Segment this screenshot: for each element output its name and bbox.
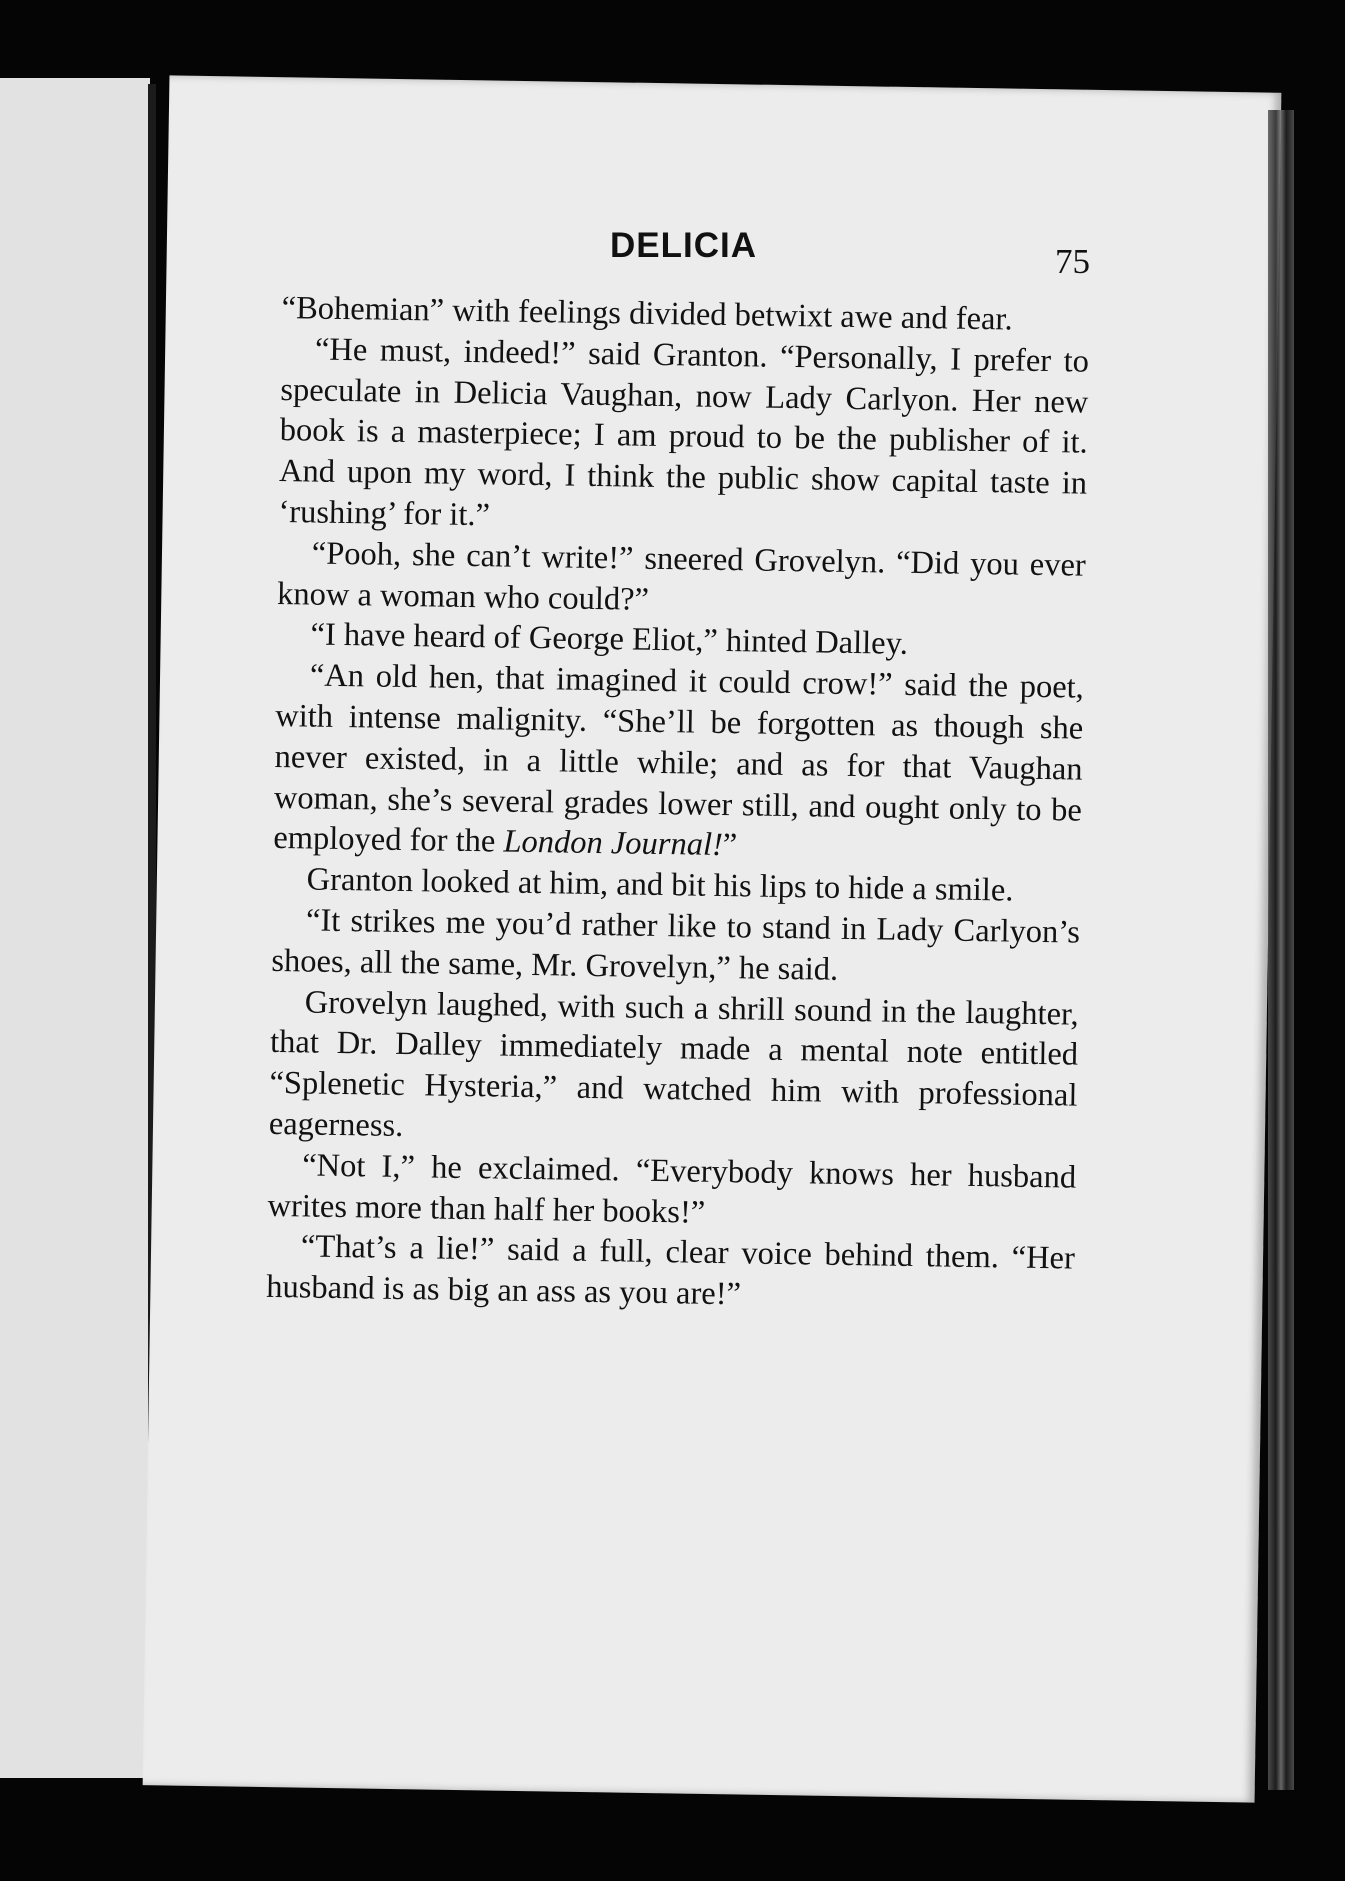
paragraph: “I have heard of George Eliot,” hinted Dalley.	[310, 616, 909, 663]
page-number: 75	[1055, 242, 1090, 281]
running-head: DELICIA	[610, 226, 757, 265]
page-edges	[1268, 110, 1294, 1790]
italic-title: London Journal!	[503, 823, 724, 864]
paragraph: “Bohemian” with feelings divided betwixt awe and fear.	[281, 289, 1013, 338]
paragraph: Granton looked at him, and bit his lips to hide a smile.	[306, 861, 1014, 909]
paragraph: “Not I,” he exclaimed. “Everybody knows her husband writes more than half her books!”	[267, 1147, 1077, 1231]
facing-page	[0, 78, 150, 1778]
paragraph-text: “An old hen, that imagined it could crow!” said the poet, with intense malignity. “She’ll be forgotten as though she never existed, in a little while; and as for that Vaughan woman, she’s several grades lower still, and ought only to be employed for the	[273, 657, 1085, 860]
body-text	[266, 288, 1090, 1320]
closing-quote: ”	[722, 827, 738, 864]
paragraph: “It strikes me you’d rather like to stand in Lady Carlyon’s shoes, all the same, Mr. Grovelyn,” he said.	[271, 902, 1081, 988]
paragraph: Grovelyn laughed, with such a shrill sound in the laughter, that Dr. Dalley immediately made a mental note entitled “Splenetic Hysteria,” and watched him with professional eagerness.	[268, 983, 1079, 1144]
paragraph: “He must, indeed!” said Granton. “Personally, I prefer to speculate in Delicia Vaughan, now Lady Carlyon. Her new book is a masterpiece; I am proud to be the publisher of it. And upon my word, I think the public show capital taste in ‘rushing’ for it.”	[278, 331, 1090, 534]
paragraph: “Pooh, she can’t write!” sneered Grovelyn. “Did you ever know a woman who could?”	[276, 535, 1087, 618]
paragraph	[273, 655, 1084, 872]
paragraph: “That’s a lie!” said a full, clear voice behind them. “Her husband is as big an ass as you are!”	[266, 1228, 1076, 1313]
